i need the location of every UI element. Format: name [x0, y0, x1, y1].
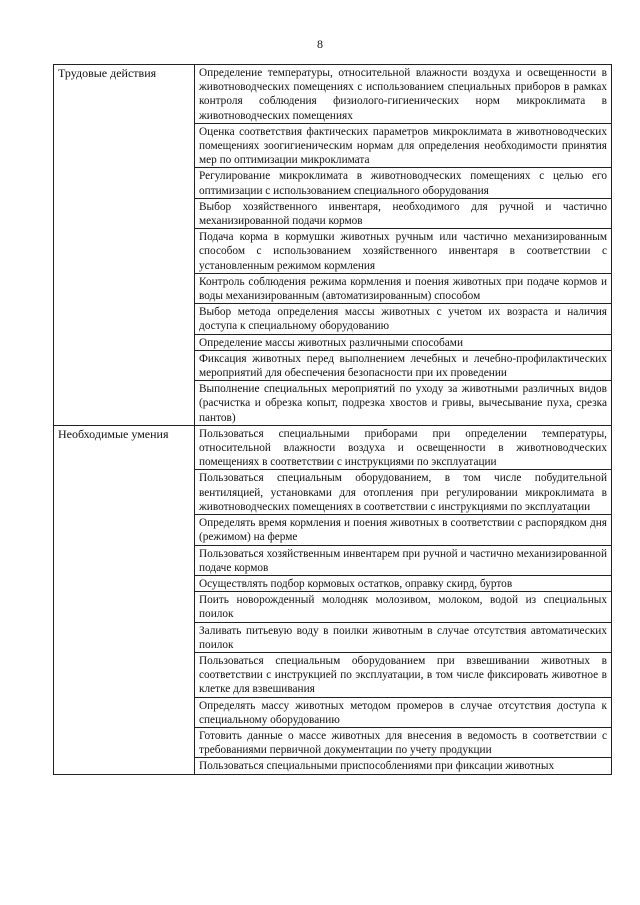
requirement-text: Определять время кормления и поения животных в соответствии с распорядком дня (режимом) на ферме	[195, 515, 612, 545]
requirement-text: Определение температуры, относительной влажности воздуха и освещенности в животноводческих помещениях с использованием специальных приборов в рамках контроля соблюдения физиолого-гигиенических норм микроклимата в животноводческих помещениях	[195, 65, 612, 124]
requirement-text: Пользоваться специальными приспособлениями при фиксации животных	[195, 758, 612, 774]
requirement-text: Определять массу животных методом промеров в случае отсутствия доступа к специальному оборудованию	[195, 697, 612, 727]
requirements-table	[53, 64, 612, 775]
requirement-text: Выбор метода определения массы животных с учетом их возраста и наличия доступа к специальному оборудованию	[195, 304, 612, 334]
table-body	[54, 65, 612, 775]
requirement-text: Пользоваться специальным оборудованием при взвешивании животных в соответствии с инструкцией по эксплуатации, в том числе фиксировать животное в клетке для взвешивания	[195, 652, 612, 697]
requirement-text: Заливать питьевую воду в поилки животным в случае отсутствия автоматических поилок	[195, 622, 612, 652]
table-row	[54, 65, 612, 124]
requirement-text: Контроль соблюдения режима кормления и поения животных при подаче кормов и воды механизированным (автоматизированным) способом	[195, 273, 612, 303]
section-label: Необходимые умения	[54, 425, 195, 774]
requirement-text: Пользоваться специальным оборудованием, в том числе побудительной вентиляцией, установками для отопления при регулировании микроклимата в животноводческих помещениях в соответствии с инструкциями по эксплуатации	[195, 470, 612, 515]
section-label: Трудовые действия	[54, 65, 195, 426]
requirement-text: Осуществлять подбор кормовых остатков, оправку скирд, буртов	[195, 575, 612, 591]
requirement-text: Готовить данные о массе животных для внесения в ведомость в соответствии с требованиями первичной документации по учету продукции	[195, 727, 612, 757]
page-number: 8	[317, 37, 323, 51]
requirement-text: Фиксация животных перед выполнением лечебных и лечебно-профилактических мероприятий для обеспечения безопасности при их проведении	[195, 350, 612, 380]
requirement-text: Поить новорожденный молодняк молозивом, молоком, водой из специальных поилок	[195, 592, 612, 622]
requirement-text: Определение массы животных различными способами	[195, 334, 612, 350]
requirement-text: Выбор хозяйственного инвентаря, необходимого для ручной и частично механизированной подачи кормов	[195, 198, 612, 228]
requirement-text: Пользоваться хозяйственным инвентарем при ручной и частично механизированной подаче кормов	[195, 545, 612, 575]
requirement-text: Подача корма в кормушки животных ручным или частично механизированным способом с использованием хозяйственного инвентаря в соответствии с установленным режимом кормления	[195, 229, 612, 274]
requirement-text: Пользоваться специальными приборами при определении температуры, относительной влажности воздуха и освещенности в животноводческих помещениях в соответствии с инструкциями по эксплуатации	[195, 425, 612, 470]
requirement-text: Оценка соответствия фактических параметров микроклимата в животноводческих помещениях зоогигиеническим нормам для определения необходимости принятия мер по оптимизации микроклимата	[195, 123, 612, 168]
table-row	[54, 425, 612, 470]
requirement-text: Выполнение специальных мероприятий по уходу за животными различных видов (расчистка и обрезка копыт, подрезка хвостов и гривы, вычесывание пуха, срезка пантов)	[195, 381, 612, 426]
requirement-text: Регулирование микроклимата в животноводческих помещениях с целью его оптимизации с использованием специального оборудования	[195, 168, 612, 198]
